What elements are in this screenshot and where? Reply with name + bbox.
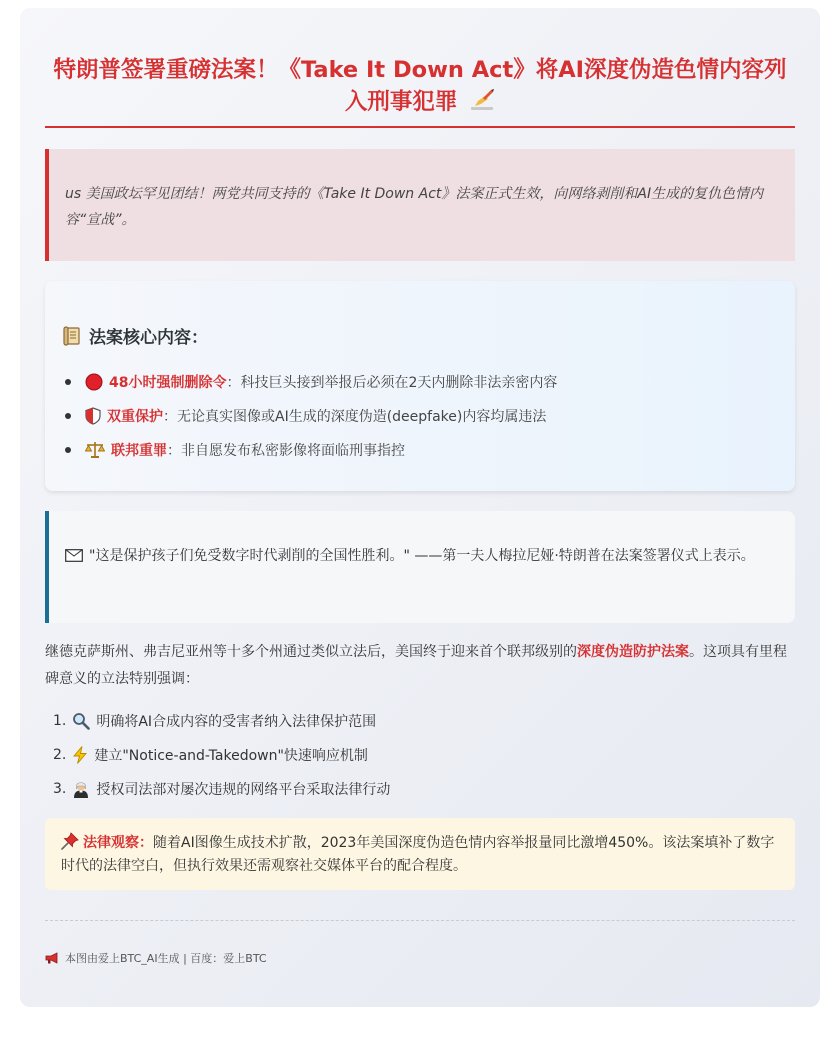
shield-icon — [85, 407, 101, 425]
title-divider — [45, 126, 795, 128]
step-text: 建立"Notice-and-Takedown"快速响应机制 — [94, 748, 368, 764]
paragraph-text-before: 继德克萨斯州、弗吉尼亚州等十多个州通过类似立法后，美国终于迎来首个联邦级别的 — [45, 644, 577, 660]
core-item-2 — [65, 399, 557, 433]
core-content-box — [45, 281, 795, 491]
step-item-1 — [53, 704, 390, 738]
bullet — [65, 413, 71, 419]
magnifier-icon — [72, 712, 90, 730]
footer-text: 本图由爱上BTC_AI生成 | 百度：爱上BTC — [65, 952, 267, 965]
core-heading — [61, 323, 208, 348]
bullet — [65, 447, 71, 453]
step-number: 3. — [53, 781, 67, 797]
core-item-3 — [65, 433, 557, 467]
intro-text: us 美国政坛罕见团结！两党共同支持的《Take It Down Act》法案正式生效，向网络剥削和AI生成的复仇色情内容“宣战”。 — [65, 186, 764, 228]
paragraph-highlight: 深度伪造防护法案 — [577, 644, 689, 660]
bullet — [65, 379, 71, 385]
core-item-label: 双重保护 — [107, 409, 163, 425]
step-text: 明确将AI合成内容的受害者纳入法律保护范围 — [96, 714, 377, 730]
core-item-text: ：科技巨头接到举报后必须在2天内删除非法亲密内容 — [226, 375, 558, 391]
article-card — [20, 8, 820, 1007]
core-item-label: 联邦重罪 — [111, 443, 167, 459]
intro-callout — [45, 149, 795, 261]
footer-divider — [45, 920, 795, 921]
legal-note — [45, 818, 795, 890]
core-item-text: ：无论真实图像或AI生成的深度伪造(deepfake)内容均属违法 — [163, 409, 547, 425]
writing-hand-icon — [469, 88, 495, 112]
scales-icon — [85, 441, 105, 459]
megaphone-icon — [45, 952, 60, 964]
step-number: 1. — [53, 713, 67, 729]
core-item-text: ：非自愿发布私密影像将面临刑事指控 — [167, 443, 405, 459]
core-list — [65, 365, 557, 467]
step-item-2 — [53, 738, 390, 772]
page-title — [45, 54, 795, 118]
red-circle-icon — [85, 373, 103, 391]
body-paragraph — [45, 639, 795, 693]
quote-block — [45, 511, 795, 623]
core-item-label: 48小时强制删除令 — [109, 375, 227, 391]
step-text: 授权司法部对屡次违规的网络平台采取法律行动 — [96, 782, 391, 798]
note-label: 法律观察： — [83, 835, 153, 851]
paragraph-text-after: 。这项具有里程碑意义的立法特别强调： — [45, 644, 787, 687]
scroll-icon — [61, 325, 83, 347]
page-title-text: 特朗普签署重磅法案！《Take It Down Act》将AI深度伪造色情内容列入刑事犯罪 — [53, 57, 787, 115]
note-text: 随着AI图像生成技术扩散，2023年美国深度伪造色情内容举报量同比激增450%。该法案填补了数字时代的法律空白，但执行效果还需观察社交媒体平台的配合程度。 — [61, 835, 775, 874]
core-heading-text: 法案核心内容： — [89, 328, 208, 348]
judge-icon — [72, 780, 90, 798]
footer — [45, 950, 267, 966]
step-number: 2. — [53, 747, 67, 763]
lightning-icon — [72, 746, 88, 764]
step-item-3 — [53, 772, 390, 806]
core-item-1 — [65, 365, 557, 399]
envelope-icon — [65, 549, 83, 562]
pushpin-icon — [61, 832, 79, 850]
steps-list — [53, 704, 390, 806]
quote-text: "这是保护孩子们免受数字时代剥削的全国性胜利。" ——第一夫人梅拉尼娅·特朗普在法案签署仪式上表示。 — [89, 548, 755, 564]
